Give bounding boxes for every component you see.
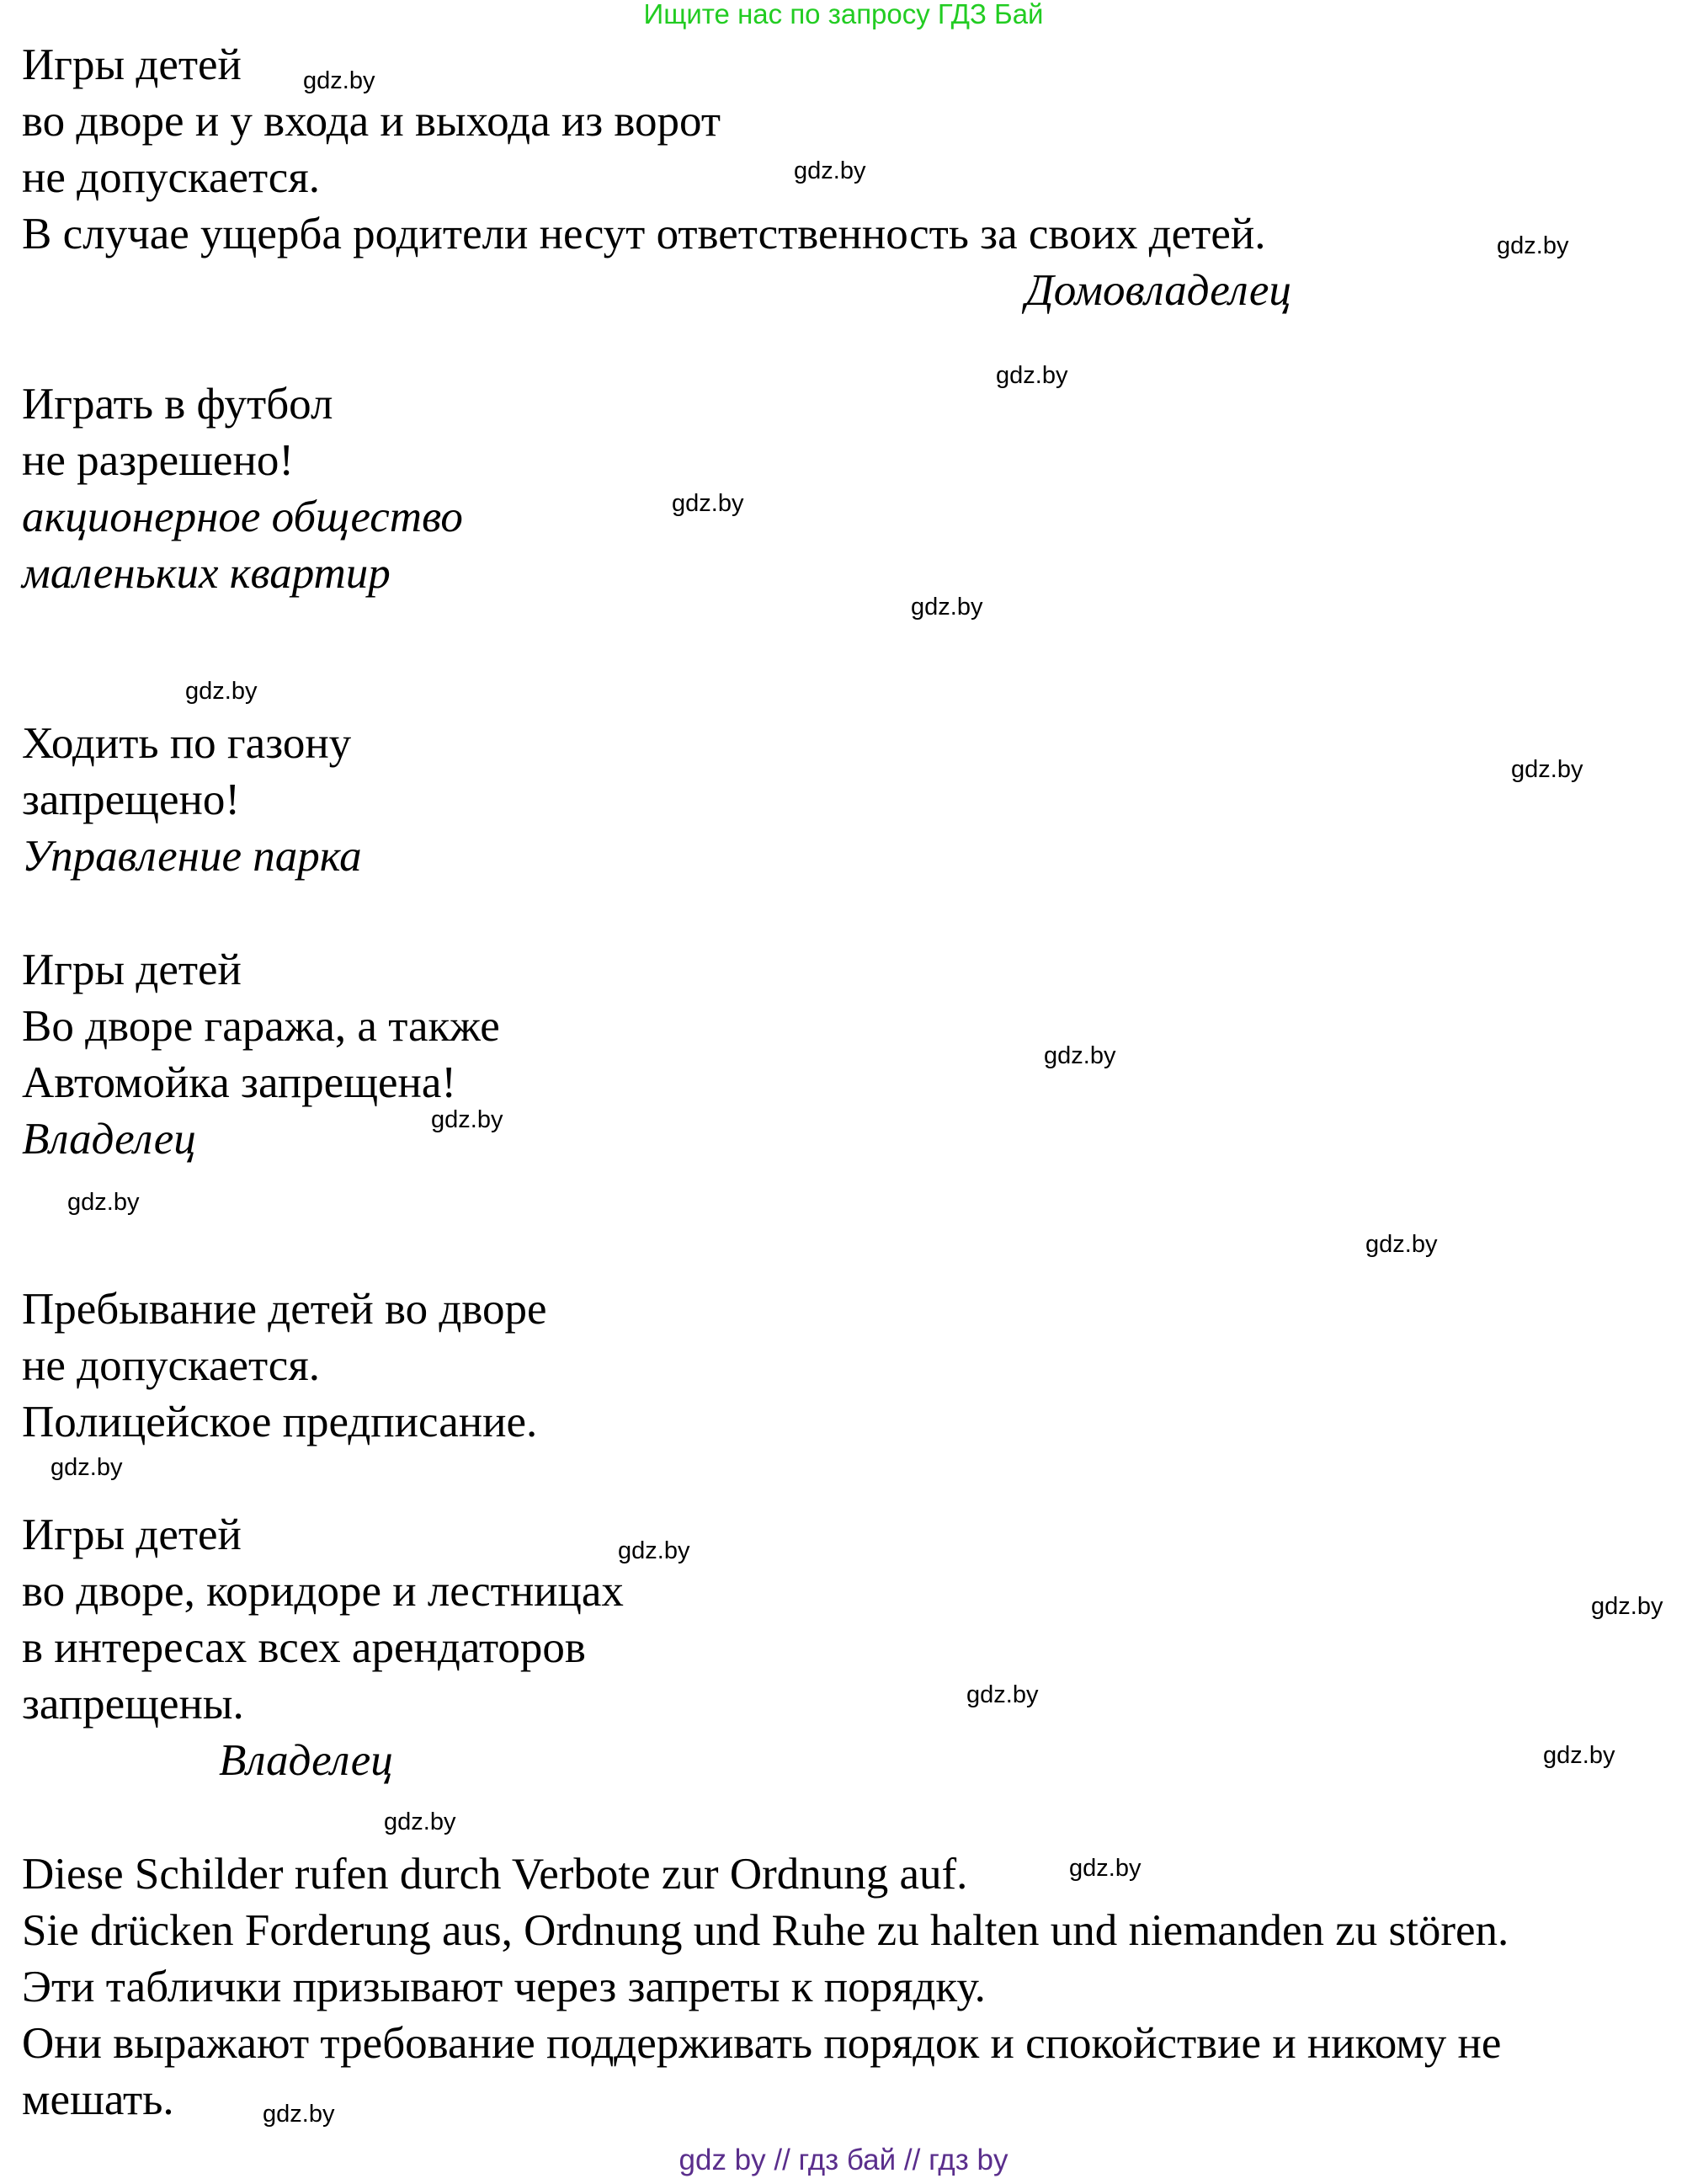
site-banner: Ищите нас по запросу ГДЗ Бай: [643, 0, 1044, 29]
sign-2-signature-line-1: акционерное общество: [22, 493, 463, 541]
sign-6-line-1: Игры детей: [22, 1510, 242, 1559]
watermark: gdz.by: [996, 362, 1068, 389]
russian-line-1: Эти таблички призывают через запреты к порядку.: [22, 1963, 986, 2011]
watermark: gdz.by: [794, 157, 866, 184]
watermark: gdz.by: [431, 1106, 503, 1133]
german-line-1: Diese Schilder rufen durch Verbote zur Ordnung auf.: [22, 1850, 968, 1899]
sign-6-line-4: запрещены.: [22, 1680, 244, 1729]
sign-6-line-3: в интересах всех арендаторов: [22, 1623, 586, 1672]
sign-4-line-1: Игры детей: [22, 946, 242, 994]
watermark: gdz.by: [1511, 756, 1583, 783]
watermark: gdz.by: [303, 67, 375, 94]
watermark: gdz.by: [672, 490, 744, 517]
watermark: gdz.by: [1044, 1042, 1116, 1069]
watermark: gdz.by: [51, 1454, 123, 1481]
sign-3-line-2: запрещено!: [22, 775, 240, 824]
russian-line-3: мешать.: [22, 2075, 174, 2124]
sign-1-line-1: Игры детей: [22, 40, 242, 89]
watermark: gdz.by: [966, 1681, 1039, 1708]
watermark: gdz.by: [618, 1537, 690, 1564]
sign-3-line-1: Ходить по газону: [22, 719, 352, 768]
sign-2-line-2: не разрешено!: [22, 436, 294, 485]
russian-line-2: Они выражают требование поддерживать порядок и спокойствие и никому не: [22, 2019, 1502, 2068]
sign-1-line-3: не допускается.: [22, 153, 320, 202]
watermark: gdz.by: [384, 1808, 456, 1835]
sign-2-signature-line-2: маленьких квартир: [22, 549, 391, 598]
sign-6-line-2: во дворе, коридоре и лестницах: [22, 1567, 624, 1616]
watermark: gdz.by: [1543, 1742, 1615, 1769]
sign-1-line-2: во дворе и у входа и выхода из ворот: [22, 97, 721, 146]
sign-4-signature: Владелец: [22, 1115, 196, 1164]
watermark: gdz.by: [1365, 1231, 1438, 1258]
footer-links: gdz by // гдз бай // гдз by: [679, 2144, 1008, 2176]
watermark: gdz.by: [263, 2101, 335, 2128]
sign-2-line-1: Играть в футбол: [22, 380, 333, 429]
sign-6-signature: Владелец: [219, 1736, 393, 1785]
sign-5-line-1: Пребывание детей во дворе: [22, 1285, 547, 1334]
sign-5-line-2: не допускается.: [22, 1341, 320, 1390]
sign-4-line-3: Автомойка запрещена!: [22, 1058, 457, 1107]
watermark: gdz.by: [1497, 232, 1569, 259]
sign-5-line-3: Полицейское предписание.: [22, 1398, 538, 1446]
sign-4-line-2: Во дворе гаража, а также: [22, 1002, 500, 1051]
german-line-2: Sie drücken Forderung aus, Ordnung und Ruhe zu halten und niemanden zu stören.: [22, 1906, 1509, 1955]
watermark: gdz.by: [185, 678, 258, 705]
sign-1-signature: Домовладелец: [1025, 266, 1291, 315]
sign-1-line-4: В случае ущерба родители несут ответственность за своих детей.: [22, 210, 1266, 258]
watermark: gdz.by: [911, 594, 983, 621]
watermark: gdz.by: [1069, 1855, 1142, 1882]
watermark: gdz.by: [1591, 1593, 1663, 1620]
watermark: gdz.by: [67, 1189, 140, 1216]
sign-3-signature: Управление парка: [22, 832, 362, 881]
